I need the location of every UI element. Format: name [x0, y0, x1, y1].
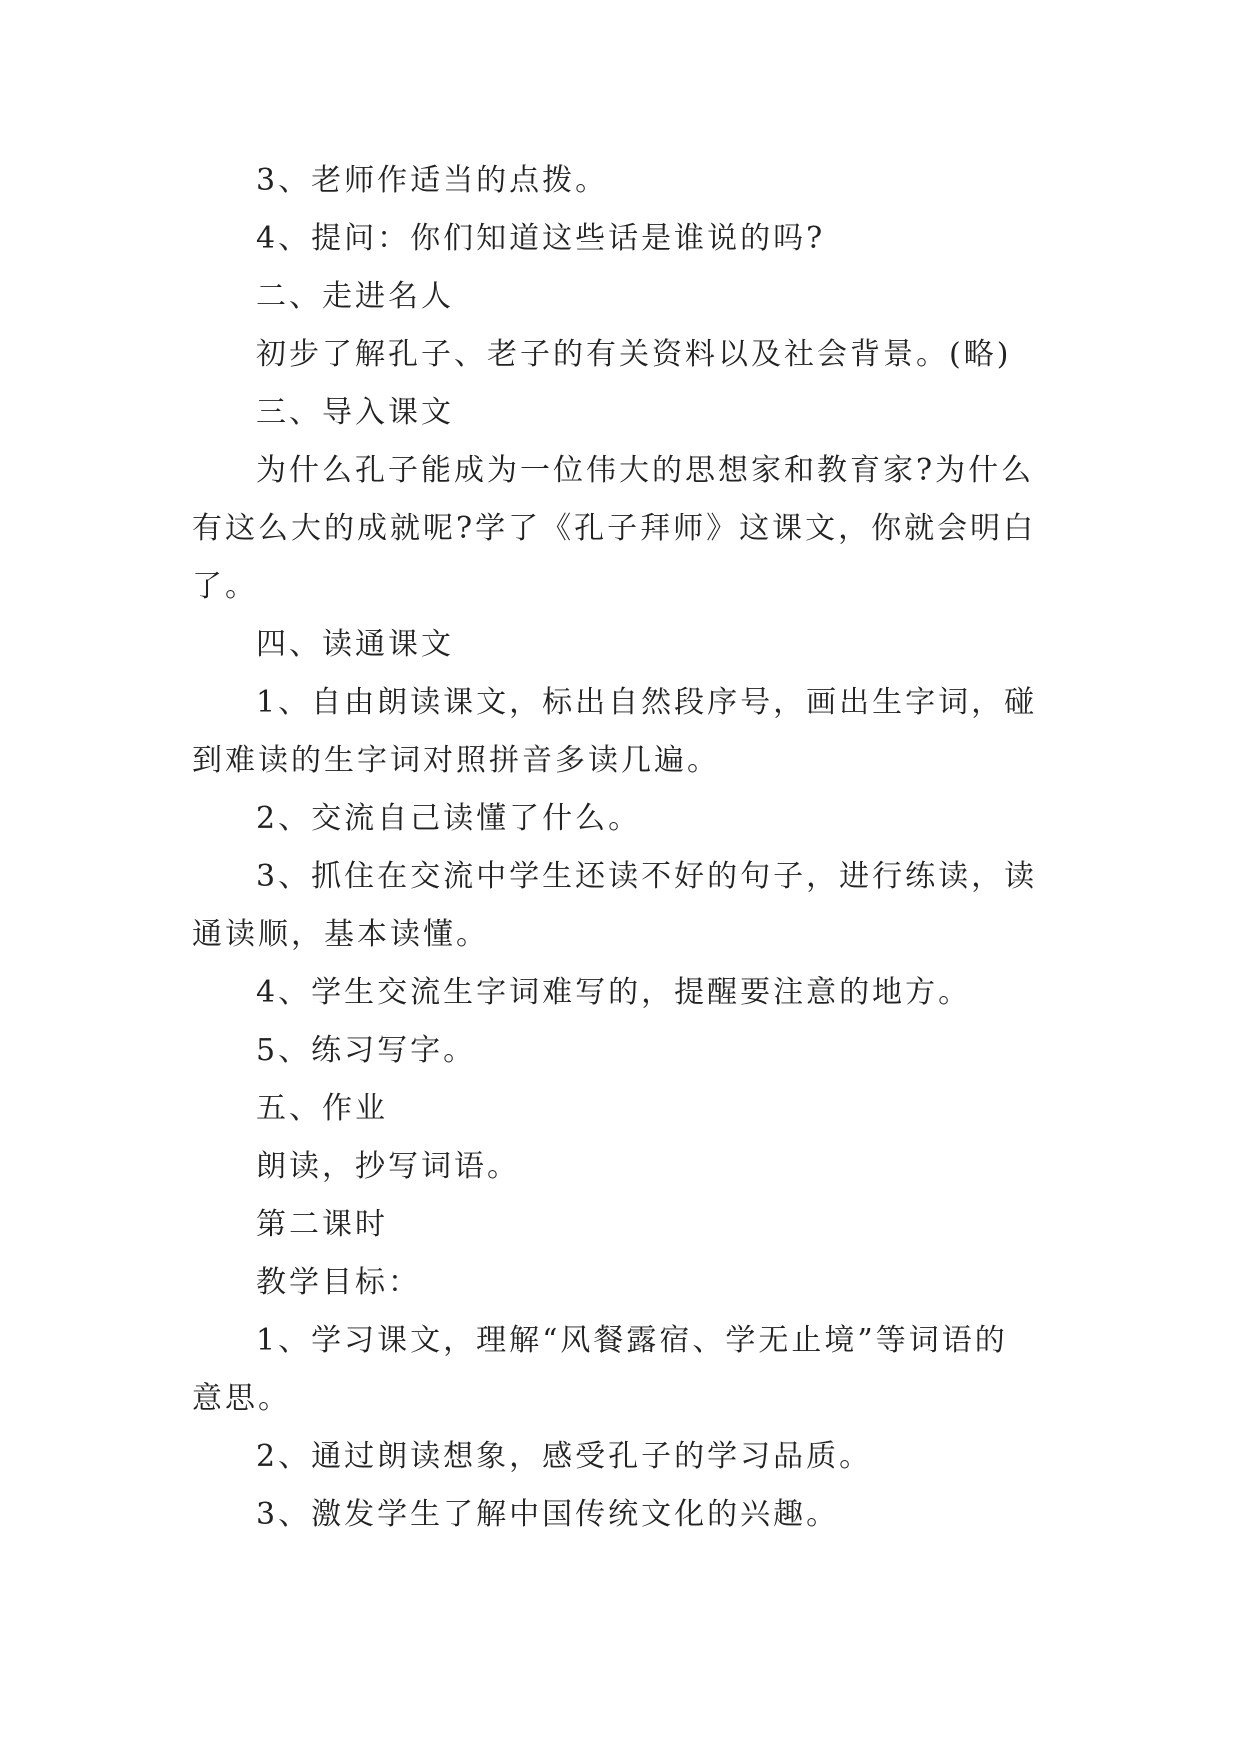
section-heading: 四、读通课文: [256, 627, 454, 662]
section-heading: 二、走进名人: [256, 279, 454, 314]
text-line: 2、交流自己读懂了什么。: [256, 801, 642, 836]
section-heading: 五、作业: [256, 1091, 388, 1126]
text-line: 初步了解孔子、老子的有关资料以及社会背景。(略): [256, 337, 1012, 372]
text-line: 有这么大的成就呢?学了《孔子拜师》这课文，你就会明白: [192, 511, 1037, 546]
text-line: 通读顺，基本读懂。: [192, 917, 489, 952]
section-heading: 三、导入课文: [256, 395, 454, 430]
text-line: 了。: [192, 569, 258, 604]
text-line: 朗读，抄写词语。: [256, 1149, 520, 1184]
text-line: 教学目标：: [256, 1265, 421, 1300]
text-line: 3、老师作适当的点拨。: [256, 163, 609, 198]
text-line: 1、自由朗读课文，标出自然段序号，画出生字词，碰: [256, 685, 1038, 720]
text-line: 到难读的生字词对照拼音多读几遍。: [192, 743, 720, 778]
text-line: 2、通过朗读想象，感受孔子的学习品质。: [256, 1439, 873, 1474]
text-line: 4、提问：你们知道这些话是谁说的吗?: [256, 221, 826, 256]
text-line: 1、学习课文，理解“风餐露宿、学无止境”等词语的: [256, 1323, 1008, 1358]
section-heading: 第二课时: [256, 1207, 388, 1242]
text-line: 为什么孔子能成为一位伟大的思想家和教育家?为什么: [256, 453, 1035, 488]
text-line: 3、激发学生了解中国传统文化的兴趣。: [256, 1497, 840, 1532]
text-line: 5、练习写字。: [256, 1033, 477, 1068]
text-line: 3、抓住在交流中学生还读不好的句子，进行练读，读: [256, 859, 1038, 894]
document-body: [192, 152, 1058, 1544]
text-line: 意思。: [192, 1381, 291, 1416]
text-line: 4、学生交流生字词难写的，提醒要注意的地方。: [256, 975, 972, 1010]
